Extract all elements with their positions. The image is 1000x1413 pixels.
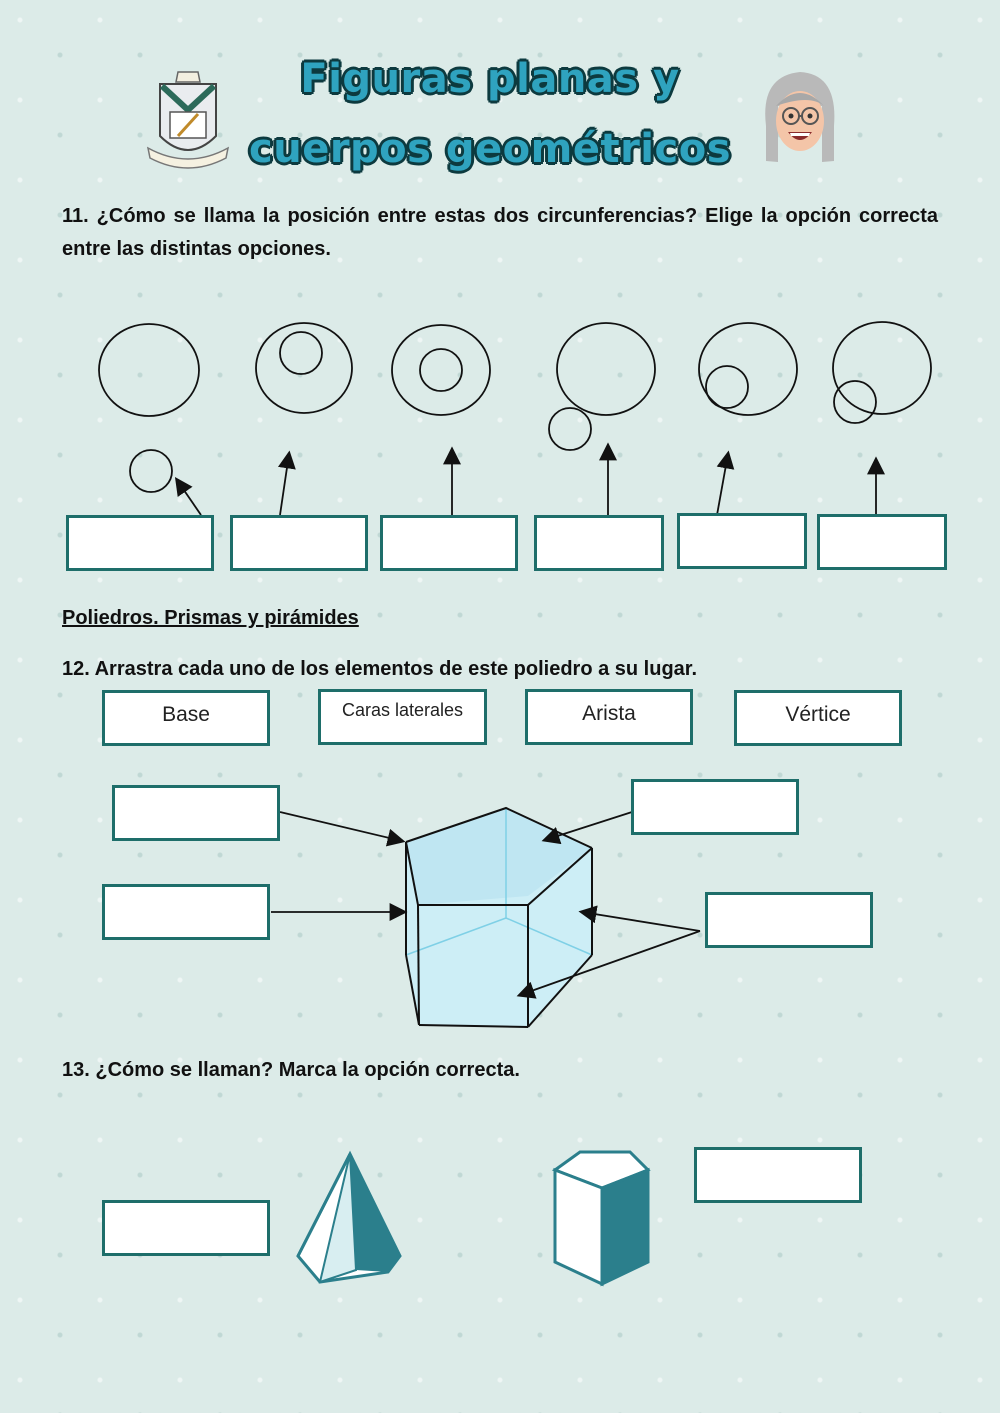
title-line-2: cuerpos geométricos (249, 126, 731, 172)
answer-box-pyramid[interactable] (102, 1200, 270, 1256)
option-chip-arista-label: Arista (582, 702, 636, 725)
question-11-text: 11. ¿Cómo se llama la posición entre estas dos circunferencias? Elige la opción correcta entre las distintas opciones. (62, 205, 938, 260)
section-title: Poliedros. Prismas y pirámides (62, 607, 359, 629)
title-line-1: Figuras planas y (300, 56, 680, 102)
pyramid-icon (298, 1154, 400, 1282)
question-12-text: 12. Arrastra cada uno de los elementos de este poliedro a su lugar. (62, 658, 698, 680)
option-chip-caras-laterales-label: Caras laterales (341, 700, 464, 720)
question-13-text: 13. ¿Cómo se llaman? Marca la opción correcta. (62, 1059, 520, 1081)
option-chip-base-label: Base (162, 703, 210, 726)
answer-box-prism[interactable] (694, 1147, 862, 1203)
pentagonal-prism-icon (555, 1152, 648, 1284)
option-chip-vertice-label: Vértice (785, 703, 851, 726)
